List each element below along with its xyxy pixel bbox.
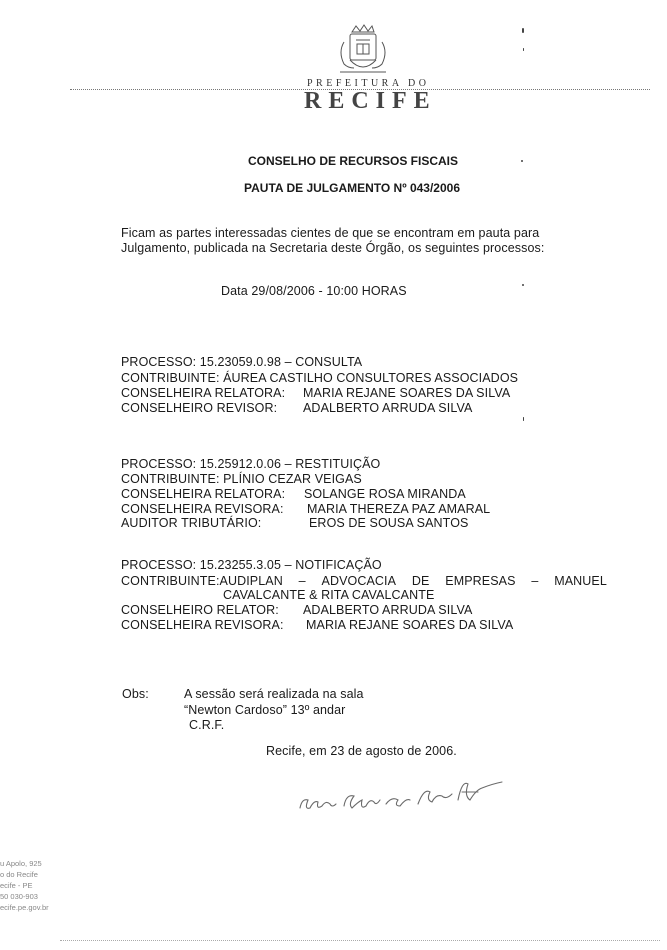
process-2-number: PROCESSO: 15.25912.0.06 – RESTITUIÇÃO — [121, 457, 381, 471]
agenda-title: PAUTA DE JULGAMENTO Nº 043/2006 — [244, 181, 460, 195]
footer-address-line: 50 030-903 — [0, 892, 38, 901]
intro-line-1: Ficam as partes interessadas cientes de que se encontram em pauta para — [121, 226, 540, 240]
process-3-rapporteur-label: CONSELHEIRO RELATOR: — [121, 603, 279, 617]
handwritten-signature — [296, 770, 516, 820]
obs-line-2: “Newton Cardoso” 13º andar — [184, 703, 346, 717]
intro-line-2: Julgamento, publicada na Secretaria deste Órgão, os seguintes processos: — [121, 241, 545, 255]
process-3-rapporteur-name: ADALBERTO ARRUDA SILVA — [303, 603, 473, 617]
footer-divider — [60, 940, 660, 941]
taxpayer-word: EMPRESAS — [445, 574, 516, 588]
process-2-auditor-label: AUDITOR TRIBUTÁRIO: — [121, 516, 262, 530]
taxpayer-word: – — [298, 574, 306, 588]
scan-speck — [523, 48, 524, 51]
process-3-reviewer-name: MARIA REJANE SOARES DA SILVA — [306, 618, 514, 632]
city-wordmark: RECIFE — [304, 88, 437, 114]
obs-line-3: C.R.F. — [189, 718, 225, 732]
process-2-reviewer-label: CONSELHEIRA REVISORA: — [121, 502, 284, 516]
taxpayer-word: MANUEL — [554, 574, 607, 588]
process-3-taxpayer — [121, 574, 607, 588]
process-2-rapporteur-label: CONSELHEIRA RELATORA: — [121, 487, 286, 501]
process-2-taxpayer: CONTRIBUINTE: PLÍNIO CEZAR VEIGAS — [121, 472, 362, 486]
process-2-auditor-name: EROS DE SOUSA SANTOS — [309, 516, 469, 530]
scan-speck — [522, 28, 524, 33]
footer-address-line: ecife.pe.gov.br — [0, 903, 49, 912]
process-1-rapporteur-name: MARIA REJANE SOARES DA SILVA — [303, 386, 511, 400]
process-1-rapporteur-label: CONSELHEIRA RELATORA: — [121, 386, 286, 400]
city-coat-of-arms-icon — [330, 22, 394, 78]
process-1-taxpayer: CONTRIBUINTE: ÁUREA CASTILHO CONSULTORES ASSOCIADOS — [121, 371, 519, 385]
process-1-reviewer-label: CONSELHEIRO REVISOR: — [121, 401, 278, 415]
taxpayer-word: – — [531, 574, 539, 588]
prefeitura-label: PREFEITURA DO — [307, 78, 430, 89]
taxpayer-word: CONTRIBUINTE:AUDIPLAN — [121, 574, 283, 588]
obs-label: Obs: — [122, 687, 149, 701]
footer-address-line: o do Recife — [0, 870, 38, 879]
process-2-reviewer-name: MARIA THEREZA PAZ AMARAL — [307, 502, 491, 516]
scan-speck — [522, 284, 524, 286]
process-3-reviewer-label: CONSELHEIRA REVISORA: — [121, 618, 284, 632]
footer-address-line: u Apolo, 925 — [0, 859, 42, 868]
process-1-reviewer-name: ADALBERTO ARRUDA SILVA — [303, 401, 473, 415]
scan-speck — [521, 160, 523, 162]
session-date: Data 29/08/2006 - 10:00 HORAS — [221, 284, 407, 298]
process-3-number: PROCESSO: 15.23255.3.05 – NOTIFICAÇÃO — [121, 558, 382, 572]
council-title: CONSELHO DE RECURSOS FISCAIS — [248, 154, 459, 168]
place-and-date: Recife, em 23 de agosto de 2006. — [266, 744, 457, 758]
footer-address-line: ecife - PE — [0, 881, 33, 890]
process-2-rapporteur-name: SOLANGE ROSA MIRANDA — [304, 487, 466, 501]
obs-line-1: A sessão será realizada na sala — [184, 687, 364, 701]
taxpayer-word: DE — [411, 574, 430, 588]
taxpayer-word: ADVOCACIA — [321, 574, 397, 588]
process-1-number: PROCESSO: 15.23059.0.98 – CONSULTA — [121, 355, 363, 369]
scan-speck — [523, 417, 524, 421]
process-3-taxpayer-continued: CAVALCANTE & RITA CAVALCANTE — [223, 588, 435, 602]
